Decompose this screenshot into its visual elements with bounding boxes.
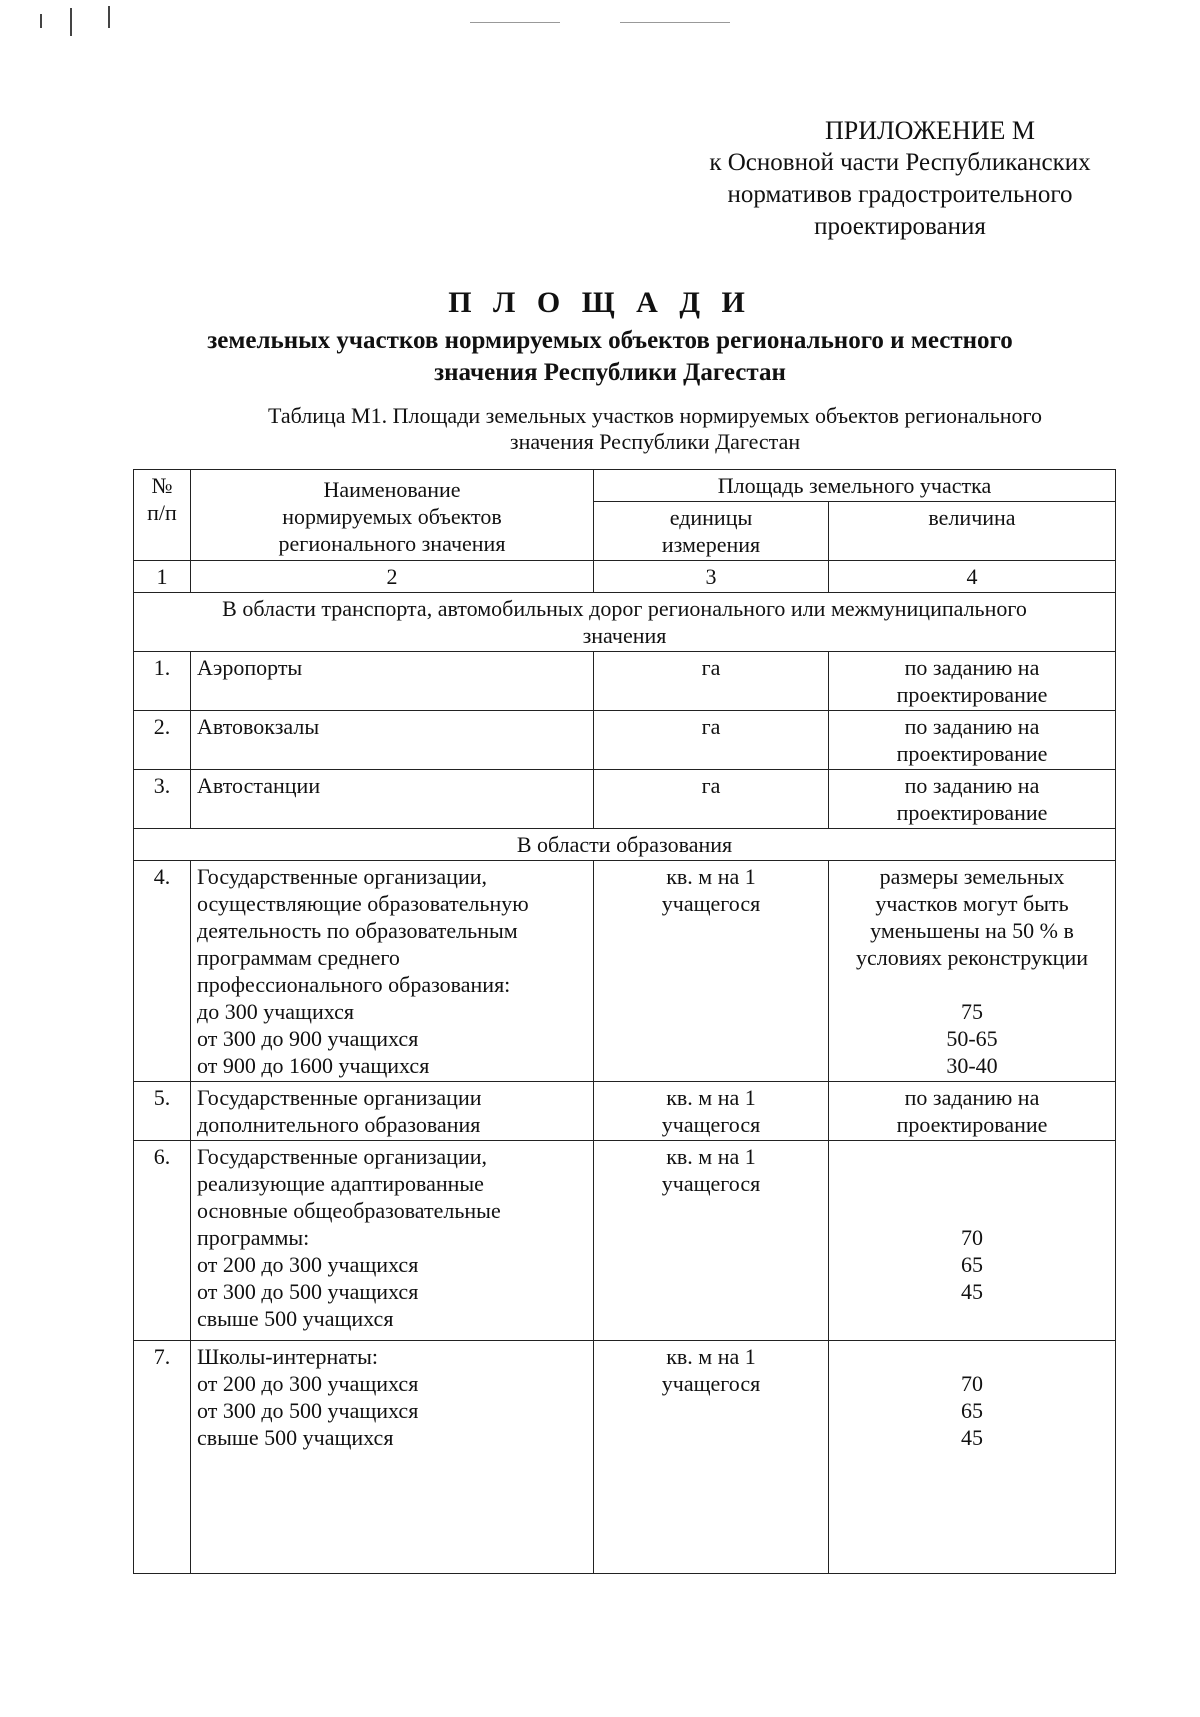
row-number: 7. — [134, 1341, 191, 1574]
name-line: Школы-интернаты: — [197, 1344, 378, 1369]
table-row — [134, 711, 1116, 770]
unit-line: учащегося — [661, 1112, 761, 1137]
subtitle-line: значения Республики Дагестан — [434, 359, 786, 386]
name-line: от 300 до 900 учащихся — [197, 1026, 419, 1051]
unit-line: учащегося — [661, 891, 761, 916]
note-line: участков могут быть — [875, 891, 1069, 916]
row-number: 6. — [134, 1141, 191, 1341]
value-line: 50-65 — [946, 1026, 998, 1051]
table-row — [134, 652, 1116, 711]
name-line: свыше 500 учащихся — [197, 1425, 394, 1450]
value-cell — [829, 770, 1116, 829]
column-number: 1 — [134, 561, 191, 593]
scan-speckle — [108, 6, 110, 28]
value-text: по заданию на — [904, 655, 1040, 680]
unit-line: кв. м на 1 — [666, 1085, 756, 1110]
unit-cell: га — [594, 711, 829, 770]
value-cell — [829, 1082, 1116, 1141]
name-line: программы: — [197, 1225, 310, 1250]
spacer — [835, 1343, 1109, 1370]
name-line: от 200 до 300 учащихся — [197, 1371, 419, 1396]
row-number: 5. — [134, 1082, 191, 1141]
section-text: В области транспорта, автомобильных дорог регионального или межмуниципального — [222, 596, 1027, 621]
header-text: регионального значения — [278, 531, 506, 556]
name-line: программам среднего — [197, 945, 400, 970]
value-line: 75 — [961, 999, 983, 1024]
column-number: 3 — [594, 561, 829, 593]
value-cell — [829, 1341, 1116, 1574]
name-line: дополнительного образования — [197, 1112, 481, 1137]
value-line: по заданию на — [904, 1085, 1040, 1110]
table-row — [134, 861, 1116, 1082]
name-line: от 300 до 500 учащихся — [197, 1279, 419, 1304]
areas-table — [133, 469, 1116, 1574]
object-name: Автовокзалы — [191, 711, 594, 770]
unit-cell: га — [594, 652, 829, 711]
header-text: № — [151, 473, 173, 498]
unit-line: учащегося — [661, 1171, 761, 1196]
value-text: по заданию на — [904, 773, 1040, 798]
header-unit — [594, 502, 829, 561]
value-line: 45 — [961, 1425, 983, 1450]
header-value: величина — [829, 502, 1116, 561]
value-text: проектирование — [896, 741, 1048, 766]
note-line: условиях реконструкции — [856, 945, 1088, 970]
note-line: уменьшены на 50 % в — [870, 918, 1074, 943]
caption-line: значения Республики Дагестан — [509, 429, 801, 454]
header-name — [191, 470, 594, 561]
caption-line: Таблица М1. Площади земельных участков нормируемых объектов регионального — [267, 403, 1043, 428]
header-text: измерения — [661, 532, 761, 557]
value-cell — [829, 652, 1116, 711]
appendix-title: ПРИЛОЖЕНИЕ М — [824, 116, 1035, 145]
table-header-row — [134, 470, 1116, 502]
value-line: 30-40 — [946, 1053, 998, 1078]
section-row — [134, 829, 1116, 861]
note-line: размеры земельных — [879, 864, 1065, 889]
value-text: проектирование — [896, 800, 1048, 825]
unit-line: кв. м на 1 — [666, 1144, 756, 1169]
table-row — [134, 770, 1116, 829]
scan-speckle — [470, 22, 560, 23]
table-caption — [210, 403, 1100, 455]
scan-speckle — [40, 14, 42, 28]
name-line: Государственные организации, — [197, 1144, 487, 1169]
unit-line: кв. м на 1 — [666, 1344, 756, 1369]
object-name — [191, 1341, 594, 1574]
value-text: проектирование — [896, 682, 1048, 707]
appendix-line: проектирования — [814, 213, 986, 240]
spacer — [835, 971, 1109, 998]
scan-speckle — [620, 22, 730, 23]
unit-cell — [594, 1082, 829, 1141]
name-line: от 900 до 1600 учащихся — [197, 1053, 430, 1078]
value-line: 45 — [961, 1279, 983, 1304]
appendix-line: к Основной части Республиканских — [709, 149, 1091, 176]
unit-cell — [594, 1341, 829, 1574]
name-line: до 300 учащихся — [197, 999, 354, 1024]
row-number: 2. — [134, 711, 191, 770]
table-row — [134, 1141, 1116, 1341]
value-line: 70 — [961, 1225, 983, 1250]
appendix-line: нормативов градостроительного — [727, 181, 1073, 208]
header-num — [134, 470, 191, 561]
spacer — [835, 1170, 1109, 1197]
section-heading — [134, 593, 1116, 652]
name-line: свыше 500 учащихся — [197, 1306, 394, 1331]
appendix-header — [680, 115, 1120, 243]
section-heading: В области образования — [134, 829, 1116, 861]
unit-line: учащегося — [661, 1371, 761, 1396]
name-line: от 200 до 300 учащихся — [197, 1252, 419, 1277]
value-line: 65 — [961, 1398, 983, 1423]
unit-cell — [594, 1141, 829, 1341]
section-row — [134, 593, 1116, 652]
name-line: деятельность по образовательным — [197, 918, 518, 943]
table-row — [134, 1341, 1116, 1574]
header-text: Наименование — [323, 477, 461, 502]
scan-speckle — [70, 8, 72, 36]
subtitle-line: земельных участков нормируемых объектов регионального и местного — [207, 327, 1013, 354]
header-text: единицы — [669, 505, 753, 530]
value-line: 65 — [961, 1252, 983, 1277]
header-text: п/п — [147, 500, 177, 525]
column-number: 4 — [829, 561, 1116, 593]
value-line: проектирование — [896, 1112, 1048, 1137]
object-name — [191, 861, 594, 1082]
name-line: осуществляющие образовательную — [197, 891, 529, 916]
value-text: по заданию на — [904, 714, 1040, 739]
unit-cell: га — [594, 770, 829, 829]
value-cell — [829, 1141, 1116, 1341]
name-line: реализующие адаптированные — [197, 1171, 484, 1196]
column-number: 2 — [191, 561, 594, 593]
document-title: П Л О Щ А Д И — [448, 286, 752, 319]
name-line: от 300 до 500 учащихся — [197, 1398, 419, 1423]
object-name — [191, 1082, 594, 1141]
value-line: 70 — [961, 1371, 983, 1396]
column-number-row — [134, 561, 1116, 593]
object-name — [191, 1141, 594, 1341]
row-number: 1. — [134, 652, 191, 711]
object-name: Автостанции — [191, 770, 594, 829]
unit-cell — [594, 861, 829, 1082]
value-cell — [829, 711, 1116, 770]
table-row — [134, 1082, 1116, 1141]
row-number: 3. — [134, 770, 191, 829]
unit-line: кв. м на 1 — [666, 864, 756, 889]
header-text: нормируемых объектов — [282, 504, 502, 529]
object-name: Аэропорты — [191, 652, 594, 711]
name-line: Государственные организации — [197, 1085, 482, 1110]
spacer — [835, 1143, 1109, 1170]
value-cell — [829, 861, 1116, 1082]
name-line: профессионального образования: — [197, 972, 511, 997]
name-line: Государственные организации, — [197, 864, 487, 889]
section-text: значения — [582, 623, 667, 648]
spacer — [835, 1197, 1109, 1224]
document-subtitle — [120, 325, 1100, 389]
name-line: основные общеобразовательные — [197, 1198, 501, 1223]
row-number: 4. — [134, 861, 191, 1082]
header-area: Площадь земельного участка — [594, 470, 1116, 502]
